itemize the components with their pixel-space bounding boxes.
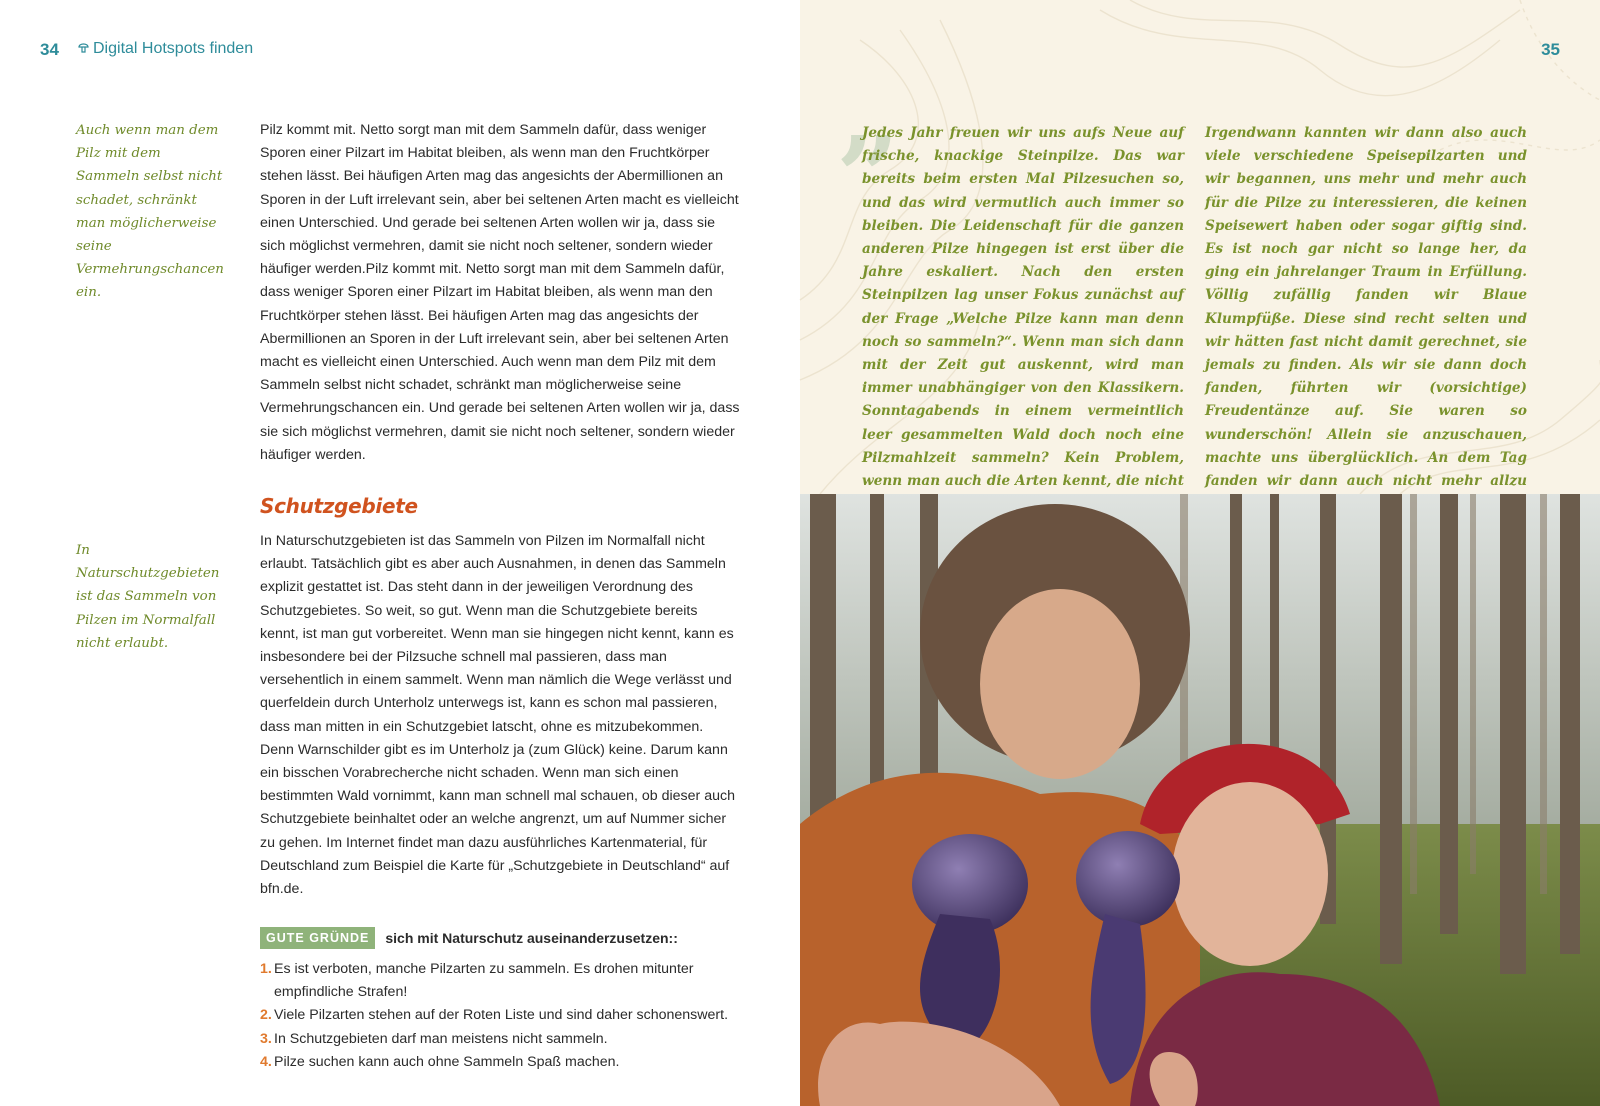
list-item-number: 2. — [260, 1007, 272, 1024]
sidenote-1: Auch wenn man dem Pilz mit dem Sammeln selbst nicht schadet, schränkt man möglicherweise seine Vermehrungschancen ein. — [76, 123, 224, 301]
section-heading: Schutzgebiete — [260, 494, 418, 518]
quote-column-1: Jedes Jahr freuen wir uns aufs Neue auf frische, knackige Steinpilze. Das war bereits beim ersten Mal Pilzesuchen so, und das wird vermutlich auch immer so bleiben. Die Leidenschaft für die ganzen anderen Pilze hingegen ist erst über die Jahre eskaliert. Nach den ersten Steinpilzen lag unser Fokus zunächst auf der Frage „Welche Pilze kann man denn noch so sammeln?“. Wenn man sich dann mit der Zeit gut auskennt, wird man immer unabhängiger von den Klassikern. Sonntagabends in einem vermeintlich leer gesammelten Wald doch noch eine Pilzmahlzeit sammeln? Kein Problem, wenn man auch die Arten kennt, die nicht — [862, 125, 1184, 490]
list-item-number: 1. — [260, 961, 272, 977]
list-item — [260, 958, 760, 1004]
paragraph-1: Pilz kommt mit. Netto sorgt man mit dem Sammeln dafür, dass weniger Sporen einer Pilzart im Habitat bleiben, als wenn man den Fruchtkörper stehen lässt. Bei häufigen Arten mag das angesichts der Abermillionen an Sporen in der Luft irrelevant sein, aber bei seltenen Arten macht es vielleicht einen Unterschied. Und gerade bei seltenen Arten wollen wir ja, dass sie sich möglichst vermehren, damit sie nicht noch seltener, sondern wieder häufiger werden.Pilz kommt mit. Netto sorgt man mit dem Sammeln dafür, dass weniger Sporen einer Pilzart im Habitat bleiben, als wenn man den Fruchtkörper stehen lässt. Bei häufigen Arten mag das angesichts der Abermillionen an Sporen in der Luft irrelevant sein, aber bei seltenen Arten macht es vielleicht einen Unterschied. Auch wenn man dem Pilz mit dem Sammeln selbst nicht schadet, schränkt man möglicherweise seine Vermehrungschancen ein. Und gerade bei seltenen Arten wollen wir ja, dass sie sich möglichst vermehren, damit sie nicht noch seltener, sondern wieder häufiger werden. — [260, 122, 740, 463]
list-item — [260, 1004, 760, 1027]
list-item — [260, 1028, 760, 1051]
list-item-number: 3. — [260, 1030, 272, 1047]
page-number-left: 34 — [40, 40, 59, 59]
paragraph-2: In Naturschutzgebieten ist das Sammeln von Pilzen im Normalfall nicht erlaubt. Tatsächlich gibt es aber auch Ausnahmen, in denen das Sammeln explizit gestattet ist. Das steht dann in der jeweiligen Verordnung des Schutzgebietes. So weit, so gut. Wenn man die Schutzgebiete bereits kennt, ist man gut vorbereitet. Wenn man sie hingegen nicht kennt, kann es insbesondere bei der Pilzsuche schnell mal passieren, dass man versehentlich in einem sammelt. Wenn man nämlich die Wege verlässt und querfeldein durch Unterholz unterwegs ist, kann es schon mal passieren, dass man mitten in ein Schutzgebiet latscht, ohne es mitzubekommen. Denn Warnschilder gibt es im Unterholz ja (zum Glück) keine. Darum kann ein bisschen Vorabrecherche nicht schaden. Wenn man sich einen bestimmten Wald vornimmt, kann man schnell mal schauen, ob dieser auch Schutzgebiete beinhaltet oder an welche angrenzt, um auf Nummer sicher zu gehen. Im Internet findet man dazu ausführliches Kartenmaterial, für Deutschland zum Beispiel die Karte für „Schutzgebiete in Deutschland“ auf bfn.de. — [260, 533, 735, 898]
sidenote-2: In Naturschutzgebieten ist das Sammeln von Pilzen im Normalfall nicht erlaubt. — [76, 543, 220, 651]
reasons-badge: GUTE GRÜNDE — [260, 927, 375, 949]
forest-photo — [800, 494, 1600, 1106]
quote-mark-icon: ” — [836, 112, 900, 241]
page-number-right: 35 — [1541, 40, 1560, 59]
list-item-number: 4. — [260, 1053, 272, 1070]
right-page — [800, 0, 1600, 1106]
running-title-text: Digital Hotspots finden — [93, 40, 254, 57]
quote-band — [800, 0, 1600, 494]
list-item-text: Es ist verboten, manche Pilzarten zu sammeln. Es drohen mitunter empfindliche Strafen! — [274, 961, 694, 1001]
list-item — [260, 1051, 760, 1074]
reasons-intro: sich mit Naturschutz auseinanderzusetzen:: — [385, 930, 678, 946]
reasons-list — [260, 958, 760, 1074]
list-item-text: Pilze suchen kann auch ohne Sammeln Spaß machen. — [274, 1053, 620, 1070]
running-title — [78, 40, 253, 58]
reasons-header — [260, 927, 678, 949]
quote-column-2: Irgendwann kannten wir dann also auch viele verschiedene Speisepilzarten und wir begannen, uns mehr und mehr auch für die Pilze zu interessieren, die keinen Speisewert haben oder sogar giftig sind. Es ist noch gar nicht so lange her, da ging ein jahrelanger Traum in Erfüllung. Völlig zufällig fanden wir Blaue Klumpfüße. Diese sind recht selten und wir hätten fast nicht damit gerechnet, sie jemals zu finden. Als wir sie dann doch fanden, führten wir (vorsichtige) Freudentänze auf. Sie waren so wunderschön! Allein sie anzuschauen, machte uns überglücklich. An dem Tag fanden wir dann auch nicht mehr allzu — [1205, 125, 1527, 490]
list-item-text: Viele Pilzarten stehen auf der Roten Liste und sind daher schonenswert. — [274, 1007, 729, 1024]
photo-illustration — [800, 494, 1600, 1106]
list-item-text: In Schutzgebieten darf man meistens nicht sammeln. — [274, 1030, 608, 1047]
mushroom-icon — [78, 41, 89, 54]
